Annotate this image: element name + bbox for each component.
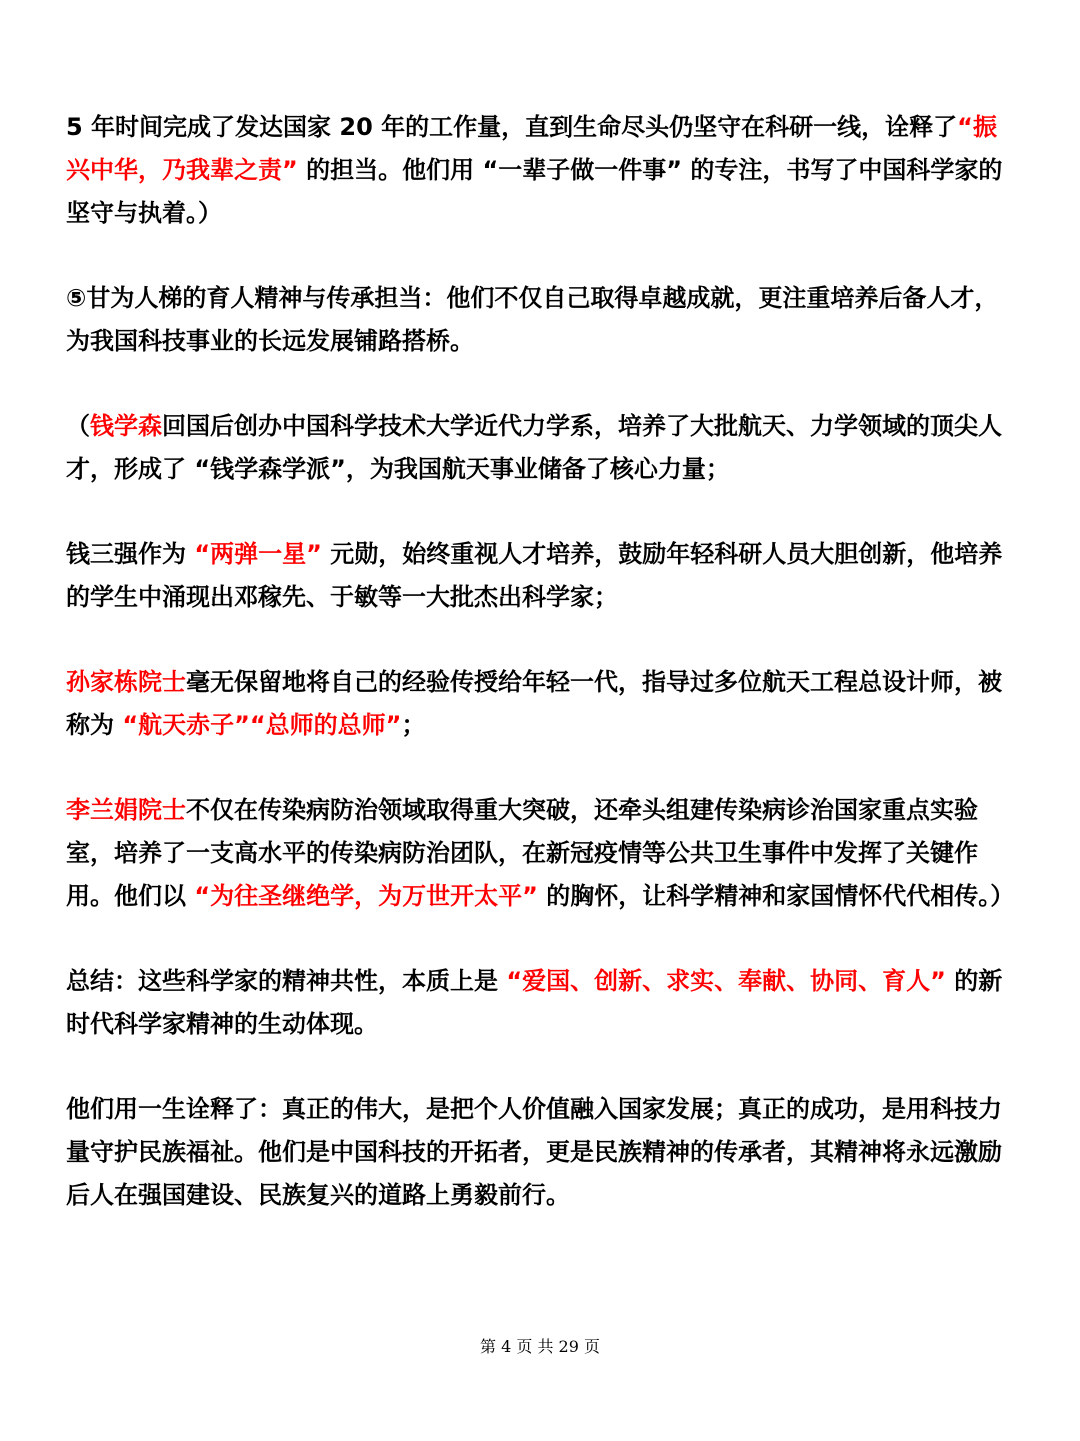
text-segment: 元勋，始终重视人才培养，鼓励年轻科研人员大胆创新，他培养的学生中涌现出邓稼先、于敏等一大批杰出科学家； bbox=[66, 540, 1003, 611]
text-segment: 他们用一生诠释了：真正的伟大，是把个人价值融入国家发展；真正的成功，是用科技力量守护民族福祉。他们是中国科技的开拓者，更是民族精神的传承者，其精神将永远激励后人在强国建设、民族复兴的道路上勇毅前行。 bbox=[66, 1095, 1002, 1209]
highlight-segment: “两弹一星” bbox=[194, 540, 322, 568]
highlight-segment: “为往圣继绝学，为万世开太平” bbox=[194, 882, 538, 910]
paragraph-2 bbox=[66, 277, 1016, 363]
paragraph-5 bbox=[66, 661, 1016, 747]
text-segment: 回国后创办中国科学技术大学近代力学系，培养了大批航天、力学领域的顶尖人才，形成了 “钱学森学派”，为我国航天事业储备了核心力量； bbox=[66, 412, 1002, 483]
paragraph-1 bbox=[66, 106, 1016, 235]
highlight-segment: 钱学森 bbox=[90, 412, 162, 440]
document-body bbox=[66, 106, 1016, 1217]
text-segment: 的新时代科学家精神的生动体现。 bbox=[66, 967, 1003, 1038]
text-segment: 5 年时间完成了发达国家 20 年的工作量，直到生命尽头仍坚守在科研一线，诠释了 bbox=[66, 113, 958, 141]
highlight-segment: “振兴中华，乃我辈之责” bbox=[66, 113, 997, 184]
highlight-segment: “爱国、创新、求实、奉献、协同、育人” bbox=[506, 967, 946, 995]
paragraph-7 bbox=[66, 960, 1016, 1046]
text-segment: 钱三强作为 bbox=[66, 540, 195, 568]
text-segment: 的胸怀，让科学精神和家国情怀代代相传。） bbox=[537, 882, 1015, 910]
highlight-segment: 孙家栋院士 bbox=[66, 668, 186, 696]
text-segment: 毫无保留地将自己的经验传授给年轻一代，指导过多位航天工程总设计师，被称为 bbox=[66, 668, 1002, 739]
highlight-segment: “航天赤子”“总师的总师” bbox=[122, 711, 402, 739]
paragraph-4 bbox=[66, 533, 1016, 619]
text-segment: 总结：这些科学家的精神共性，本质上是 bbox=[66, 967, 507, 995]
text-segment: （ bbox=[66, 412, 90, 440]
paragraph-3 bbox=[66, 405, 1016, 491]
paragraph-8 bbox=[66, 1088, 1016, 1217]
highlight-segment: 李兰娟院士 bbox=[66, 796, 186, 824]
text-segment: 的担当。他们用 “一辈子做一件事” 的专注，书写了中国科学家的坚守与执着。） bbox=[66, 156, 1003, 227]
text-segment: 不仅在传染病防治领域取得重大突破，还牵头组建传染病诊治国家重点实验室，培养了一支高水平的传染病防治团队，在新冠疫情等公共卫生事件中发挥了关键作用。他们以 bbox=[66, 796, 978, 910]
text-segment: ⑤甘为人梯的育人精神与传承担当：他们不仅自己取得卓越成就，更注重培养后备人才，为我国科技事业的长远发展铺路搭桥。 bbox=[66, 284, 999, 355]
text-segment: ； bbox=[401, 711, 426, 739]
page-footer: 第 4 页 共 29 页 bbox=[480, 1337, 600, 1356]
paragraph-6 bbox=[66, 789, 1016, 918]
